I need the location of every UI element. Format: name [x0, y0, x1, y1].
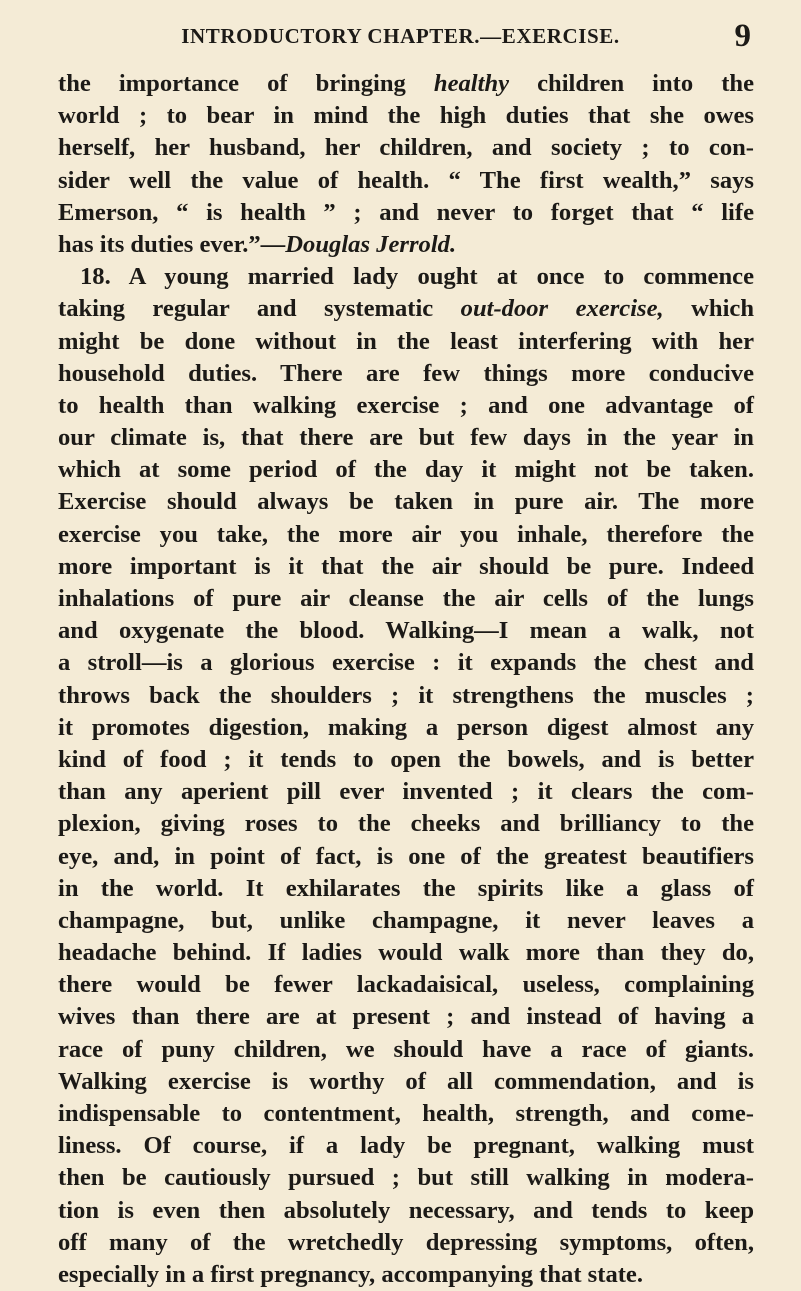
- text-line: throws back the shoulders ; it strengthens the muscles ;: [58, 681, 754, 709]
- text-line: exercise you take, the more air you inhale, therefore the: [58, 520, 754, 548]
- text-line: sider well the value of health. “ The first wealth,” says: [58, 166, 754, 194]
- text-line: taking regular and systematic out-door exercise, which: [58, 295, 754, 323]
- text-line: in the world. It exhilarates the spirits like a glass of: [58, 874, 754, 902]
- text-line: champagne, but, unlike champagne, it never leaves a: [58, 906, 754, 934]
- text-line: kind of food ; it tends to open the bowels, and is better: [58, 745, 754, 773]
- text-line: wives than there are at present ; and instead of having a: [58, 1003, 754, 1031]
- text-line: world ; to bear in mind the high duties that she owes: [58, 102, 754, 130]
- text-line: plexion, giving roses to the cheeks and brilliancy to the: [58, 810, 754, 838]
- text-line: there would be fewer lackadaisical, useless, complaining: [58, 971, 754, 999]
- page-number: 9: [734, 18, 751, 54]
- text-line: off many of the wretchedly depressing symptoms, often,: [58, 1228, 754, 1256]
- italic-text: healthy: [433, 70, 510, 97]
- text-line: more important is it that the air should be pure. Indeed: [58, 552, 754, 580]
- text-line: than any aperient pill ever invented ; it clears the com-: [58, 778, 754, 806]
- text-line: which at some period of the day it might not be taken.: [58, 456, 754, 484]
- text-line: tion is even then absolutely necessary, and tends to keep: [58, 1196, 754, 1224]
- text-line: liness. Of course, if a lady be pregnant, walking must: [58, 1132, 754, 1160]
- body-text: [58, 68, 754, 1291]
- text-line: it promotes digestion, making a person digest almost any: [58, 713, 754, 741]
- text-line: the importance of bringing healthy children into the: [58, 70, 755, 97]
- text-line: to health than walking exercise ; and one advantage of: [58, 391, 754, 419]
- text-line: might be done without in the least interfering with her: [58, 327, 754, 355]
- text-line: eye, and, in point of fact, is one of the greatest beautifiers: [58, 842, 754, 870]
- running-title: INTRODUCTORY CHAPTER.—EXERCISE.: [181, 24, 620, 48]
- text-line: race of puny children, we should have a race of giants.: [58, 1035, 754, 1063]
- text-line: and oxygenate the blood. Walking—I mean a walk, not: [58, 617, 754, 645]
- italic-text: Douglas Jerrold.: [285, 230, 457, 258]
- text-line: a stroll—is a glorious exercise : it expands the chest and: [58, 649, 754, 677]
- italic-text: out-door exercise,: [460, 295, 664, 323]
- text-line: indispensable to contentment, health, strength, and come-: [58, 1100, 754, 1127]
- text-line: our climate is, that there are but few days in the year in: [58, 424, 754, 452]
- text-line: 18. A young married lady ought at once to commence: [80, 263, 754, 291]
- text-line: Walking exercise is worthy of all commendation, and is: [58, 1067, 754, 1095]
- text-line: then be cautiously pursued ; but still walking in modera-: [58, 1164, 754, 1192]
- text-line: has its duties ever.”—Douglas Jerrold.: [58, 230, 457, 258]
- text-line: herself, her husband, her children, and society ; to con-: [58, 134, 754, 162]
- text-line: Exercise should always be taken in pure air. The more: [58, 488, 754, 516]
- text-line: household duties. There are few things more conducive: [58, 359, 754, 387]
- text-line: especially in a first pregnancy, accompanying that state.: [58, 1260, 643, 1288]
- text-line: Emerson, “ is health ” ; and never to forget that “ life: [58, 198, 754, 226]
- running-head: [0, 18, 801, 54]
- text-line: headache behind. If ladies would walk more than they do,: [58, 939, 754, 967]
- text-line: inhalations of pure air cleanse the air cells of the lungs: [58, 585, 754, 612]
